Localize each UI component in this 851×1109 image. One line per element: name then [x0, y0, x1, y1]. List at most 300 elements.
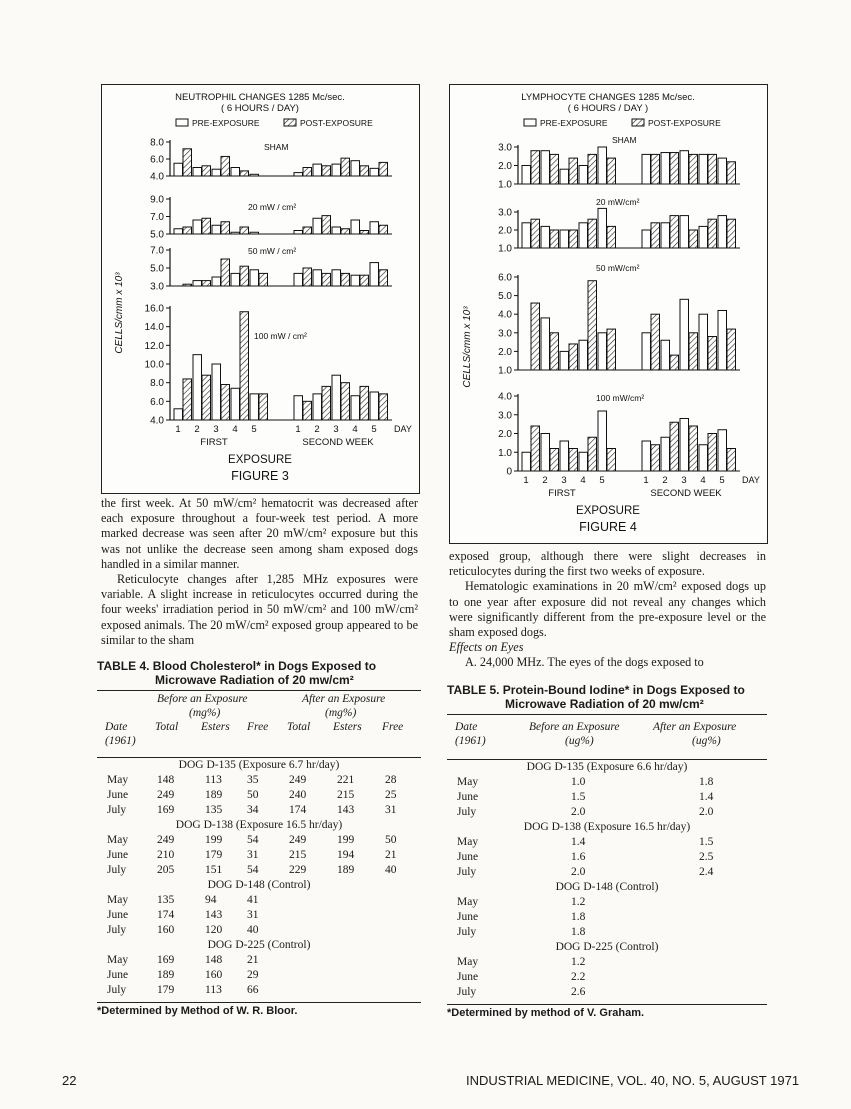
figure-caption: FIGURE 4	[579, 520, 637, 534]
bar-pre-week2-day4	[699, 226, 708, 248]
table-row	[97, 848, 421, 863]
journal-footer: INDUSTRIAL MEDICINE, VOL. 40, NO. 5, AUGUST 1971	[466, 1073, 800, 1088]
y-tick-label: 1.0	[498, 365, 512, 377]
chart-subtitle: ( 6 HOURS / DAY )	[567, 103, 649, 114]
group-title: DOG D-148 (Control)	[207, 879, 311, 891]
table-row	[447, 970, 767, 985]
y-tick-label: 2.0	[498, 225, 512, 237]
cell-value: 41	[247, 894, 259, 906]
header-before: Before an Exposure	[157, 693, 248, 705]
bar-post-week1-day5	[607, 329, 616, 370]
bar-pre-week2-day4	[699, 154, 708, 184]
day-tick-label: 2	[194, 424, 200, 435]
bar-post-week1-day3	[569, 230, 578, 248]
bar-pre-week2-day3	[680, 151, 689, 184]
bar-post-week1-day2	[202, 281, 211, 286]
table-row	[447, 985, 767, 1000]
header-total: Total	[155, 721, 179, 733]
bar-post-week1-day2	[202, 218, 211, 234]
bar-post-week1-day4	[588, 219, 597, 248]
bar-pre-week2-day5	[718, 310, 727, 370]
table-caption	[97, 659, 421, 687]
y-tick-label: 12.0	[144, 340, 164, 352]
second-week-label: SECOND WEEK	[650, 488, 722, 499]
bar-post-week1-day3	[221, 259, 230, 286]
cell-value: 210	[157, 849, 175, 861]
y-tick-label: 5.0	[150, 229, 164, 241]
bar-pre-week2-day1	[294, 173, 303, 176]
cell-value: 40	[247, 924, 259, 936]
bar-pre-week1-day4	[579, 166, 588, 185]
bar-pre-week1-day2	[193, 355, 202, 420]
figure-3	[101, 84, 420, 494]
y-tick-label: 14.0	[144, 322, 164, 334]
bar-pre-week2-day5	[718, 158, 727, 184]
first-week-label: FIRST	[548, 488, 576, 499]
row-date: May	[107, 894, 129, 906]
legend-label-pre: PRE-EXPOSURE	[192, 118, 260, 128]
bar-post-week2-day2	[322, 216, 331, 234]
header-unit: (ug%)	[692, 735, 721, 747]
cell-value: 160	[205, 969, 223, 981]
header-unit: (mg%)	[325, 707, 357, 719]
bar-post-week2-day4	[708, 219, 717, 248]
row-date: May	[457, 956, 479, 968]
figure-4	[449, 84, 768, 544]
header-year: (1961)	[455, 735, 486, 747]
cell-value: 2.4	[699, 866, 714, 878]
cell-value: 169	[157, 804, 175, 816]
row-date: June	[107, 969, 129, 981]
bar-post-week2-day5	[727, 449, 736, 472]
header-esters: Esters	[201, 721, 230, 733]
cell-value: 199	[205, 834, 223, 846]
row-date: June	[457, 911, 479, 923]
cell-value: 143	[337, 804, 355, 816]
legend-swatch-post	[632, 119, 644, 126]
bar-post-week2-day3	[341, 273, 350, 286]
bar-post-week2-day1	[303, 401, 312, 420]
cell-value: 189	[337, 864, 355, 876]
y-tick-label: 3.0	[498, 207, 512, 219]
bar-post-week2-day2	[670, 216, 679, 248]
cell-value: 169	[157, 954, 175, 966]
table-row	[97, 833, 421, 848]
table-footnote: *Determined by method of V. Graham.	[447, 1004, 767, 1019]
bar-pre-week2-day5	[718, 216, 727, 248]
bar-pre-week2-day2	[661, 153, 670, 184]
bar-pre-week2-day1	[294, 273, 303, 286]
caption-line: Microwave Radiation of 20 mw/cm²	[155, 673, 354, 687]
cell-value: 1.4	[699, 791, 714, 803]
bar-post-week2-day5	[379, 270, 388, 286]
group-title: DOG D-225 (Control)	[207, 939, 311, 951]
bar-post-week1-day4	[240, 227, 249, 234]
bar-pre-week2-day4	[699, 314, 708, 370]
y-tick-label: 2.0	[498, 429, 512, 440]
cell-value: 31	[247, 909, 259, 921]
group-title: DOG D-148 (Control)	[555, 881, 659, 893]
bar-post-week1-day1	[531, 151, 540, 184]
bar-pre-week2-day4	[699, 445, 708, 471]
bar-post-week1-day5	[607, 158, 616, 184]
bar-post-week1-day2	[550, 333, 559, 370]
legend-swatch-post	[284, 119, 296, 126]
bar-pre-week2-day3	[332, 227, 341, 234]
bar-post-week1-day2	[550, 154, 559, 184]
day-tick-label: 1	[175, 424, 181, 435]
bar-post-week2-day3	[689, 426, 698, 471]
header-date: Date	[455, 721, 478, 733]
bar-post-week1-day3	[569, 344, 578, 370]
day-tick-label: 5	[251, 424, 257, 435]
cell-value: 120	[205, 924, 223, 936]
bar-pre-week1-day1	[522, 223, 531, 248]
cell-value: 1.8	[699, 776, 714, 788]
table-row	[447, 805, 767, 820]
header-year: (1961)	[105, 735, 136, 747]
bar-pre-week2-day1	[294, 231, 303, 235]
table-row	[97, 863, 421, 878]
table-row	[447, 835, 767, 850]
bar-post-week1-day2	[550, 230, 559, 248]
row-date: July	[457, 926, 477, 938]
bar-post-week1-day4	[588, 281, 597, 370]
bar-pre-week1-day5	[598, 147, 607, 184]
cell-value: 94	[205, 894, 217, 906]
table-row	[447, 865, 767, 880]
cell-value: 1.2	[571, 896, 586, 908]
row-date: July	[107, 984, 127, 996]
bar-post-week1-day3	[221, 385, 230, 420]
bar-pre-week2-day3	[680, 419, 689, 472]
bar-pre-week1-day5	[598, 411, 607, 471]
cell-value: 174	[289, 804, 307, 816]
bar-pre-week1-day4	[231, 232, 240, 234]
bar-pre-week2-day4	[351, 220, 360, 234]
row-date: July	[107, 864, 127, 876]
table-row	[97, 923, 421, 938]
bar-post-week1-day3	[569, 449, 578, 472]
cell-value: 249	[157, 789, 175, 801]
cell-value: 199	[337, 834, 355, 846]
row-date: June	[457, 971, 479, 983]
table-body	[447, 760, 767, 1000]
table-row	[97, 788, 421, 803]
cell-value: 160	[157, 924, 175, 936]
bar-post-week2-day2	[322, 166, 331, 176]
row-date: May	[457, 836, 479, 848]
bar-post-week1-day1	[183, 227, 192, 234]
y-tick-label: 5.0	[150, 263, 164, 275]
bar-pre-week1-day3	[212, 364, 221, 420]
cell-value: 2.6	[571, 986, 586, 998]
bar-post-week2-day3	[341, 229, 350, 234]
bar-pre-week2-day2	[313, 218, 322, 234]
cell-value: 189	[157, 969, 175, 981]
cell-value: 1.6	[571, 851, 586, 863]
bar-post-week2-day1	[303, 168, 312, 177]
bar-post-week2-day5	[379, 394, 388, 420]
table-row	[97, 773, 421, 788]
row-date: May	[107, 834, 129, 846]
row-date: May	[457, 896, 479, 908]
bar-post-week2-day4	[360, 166, 369, 176]
x-axis-label: EXPOSURE	[228, 454, 292, 466]
bar-pre-week2-day3	[680, 216, 689, 248]
caption-line: TABLE 5. Protein-Bound Iodine* in Dogs Exposed to	[447, 683, 745, 697]
header-esters: Esters	[333, 721, 362, 733]
cell-value: 50	[247, 789, 259, 801]
y-tick-label: 4.0	[498, 309, 512, 321]
y-tick-label: 3.0	[498, 410, 512, 422]
cell-value: 1.5	[699, 836, 714, 848]
day-axis-label: DAY	[394, 424, 412, 434]
y-tick-label: 8.0	[150, 137, 164, 149]
table-5	[447, 683, 767, 1019]
y-tick-label: 2.0	[498, 161, 512, 172]
cell-value: 21	[385, 849, 397, 861]
bar-post-week2-day1	[651, 314, 660, 370]
y-tick-label: 5.0	[498, 291, 512, 303]
bar-pre-week1-day5	[250, 232, 259, 234]
bar-post-week2-day2	[670, 422, 679, 471]
cell-value: 1.4	[571, 836, 586, 848]
cell-value: 29	[247, 969, 259, 981]
cell-value: 54	[247, 864, 259, 876]
bar-pre-week2-day5	[370, 392, 379, 420]
y-tick-label: 7.0	[150, 212, 164, 223]
lymphocyte-chart	[450, 85, 767, 543]
bar-pre-week2-day5	[370, 263, 379, 286]
header-free: Free	[247, 721, 269, 733]
y-tick-label: 2.0	[498, 346, 512, 358]
cell-value: 135	[205, 804, 223, 816]
cell-value: 1.8	[571, 926, 586, 938]
bar-post-week1-day5	[607, 449, 616, 472]
day-tick-label: 3	[681, 475, 687, 486]
cell-value: 249	[157, 834, 175, 846]
y-tick-label: 6.0	[150, 396, 164, 408]
day-tick-label: 4	[352, 424, 358, 435]
bar-post-week1-day3	[221, 222, 230, 234]
y-tick-label: 8.0	[150, 378, 164, 390]
cell-value: 1.0	[571, 776, 586, 788]
day-tick-label: 2	[314, 424, 320, 435]
right-column-text	[449, 549, 766, 671]
bar-post-week2-day4	[360, 231, 369, 235]
panel-label: 20 mW/cm²	[596, 197, 640, 207]
bar-post-week1-day1	[183, 284, 192, 286]
day-tick-label: 3	[333, 424, 339, 435]
cell-value: 2.2	[571, 971, 586, 983]
header-free: Free	[382, 721, 404, 733]
bar-pre-week2-day1	[642, 441, 651, 471]
table-caption	[447, 683, 767, 711]
table-row	[447, 925, 767, 940]
y-tick-label: 1.0	[498, 243, 512, 255]
bar-pre-week1-day3	[560, 230, 569, 248]
table-row	[97, 893, 421, 908]
bar-pre-week2-day1	[642, 333, 651, 370]
header-unit: (mg%)	[189, 707, 221, 719]
bar-post-week2-day4	[360, 275, 369, 286]
y-tick-label: 1.0	[498, 447, 512, 459]
bar-pre-week2-day3	[680, 299, 689, 370]
cell-value: 148	[157, 774, 175, 786]
panel-label: SHAM	[264, 142, 289, 152]
bar-pre-week1-day4	[231, 273, 240, 286]
panel-label: 50 mW/cm²	[596, 263, 640, 273]
cell-value: 174	[157, 909, 175, 921]
cell-value: 179	[205, 849, 223, 861]
group-title: DOG D-135 (Exposure 6.6 hr/day)	[526, 761, 688, 773]
bar-pre-week1-day2	[193, 220, 202, 234]
bar-pre-week1-day1	[174, 409, 183, 420]
bar-pre-week1-day4	[579, 340, 588, 370]
row-date: June	[457, 791, 479, 803]
bar-pre-week1-day5	[250, 174, 259, 176]
panel-label: 100 mW / cm²	[254, 331, 307, 341]
y-axis-label: CELLS/cmm x 10³	[462, 306, 473, 388]
table-row	[447, 910, 767, 925]
legend-label-post: POST-EXPOSURE	[648, 118, 721, 128]
table-body	[97, 758, 421, 998]
bar-post-week1-day5	[607, 226, 616, 248]
bar-pre-week2-day3	[332, 375, 341, 420]
bar-post-week1-day5	[259, 394, 268, 420]
y-axis-label: CELLS/cmm x 10³	[114, 272, 125, 354]
y-tick-label: 16.0	[144, 303, 164, 315]
bar-post-week1-day4	[240, 312, 249, 420]
bar-pre-week1-day3	[560, 441, 569, 471]
bar-pre-week2-day2	[661, 223, 670, 248]
figure-caption: FIGURE 3	[231, 469, 289, 483]
bar-post-week2-day1	[651, 223, 660, 248]
table-row	[447, 790, 767, 805]
bar-post-week2-day2	[670, 153, 679, 184]
bar-post-week2-day3	[689, 333, 698, 370]
table-row	[97, 803, 421, 818]
day-tick-label: 4	[700, 475, 706, 486]
row-date: June	[457, 851, 479, 863]
panel-label: 20 mW / cm²	[248, 202, 297, 212]
y-tick-label: 10.0	[144, 359, 164, 371]
table-4	[97, 659, 421, 1017]
table-row	[447, 775, 767, 790]
bar-post-week1-day1	[531, 303, 540, 370]
y-tick-label: 3.0	[498, 328, 512, 340]
bar-pre-week1-day2	[193, 281, 202, 286]
first-week-label: FIRST	[200, 437, 228, 448]
cell-value: 34	[247, 804, 259, 816]
bar-post-week2-day4	[708, 434, 717, 472]
bar-pre-week1-day4	[579, 452, 588, 471]
bar-post-week2-day3	[689, 154, 698, 184]
group-title: DOG D-138 (Exposure 16.5 hr/day)	[523, 821, 691, 833]
group-title: DOG D-135 (Exposure 6.7 hr/day)	[178, 759, 340, 771]
bar-post-week1-day1	[183, 379, 192, 420]
row-date: July	[457, 986, 477, 998]
day-tick-label: 3	[561, 475, 567, 486]
cell-value: 240	[289, 789, 307, 801]
header-date: Date	[105, 721, 128, 733]
bar-post-week1-day4	[588, 437, 597, 471]
bar-pre-week2-day5	[370, 168, 379, 176]
bar-post-week1-day2	[202, 375, 211, 420]
day-tick-label: 4	[580, 475, 586, 486]
row-date: June	[107, 789, 129, 801]
bar-pre-week1-day1	[522, 452, 531, 471]
bar-post-week2-day4	[708, 154, 717, 184]
paragraph: the first week. At 50 mW/cm² hematocrit was decreased after each exposure throughout a four-week test period. A more marked decrease was seen after 20 mW/cm² exposure but this was not unlike the decrease seen among sham exposed dogs handled in a similar manner.	[101, 496, 418, 571]
row-date: May	[107, 774, 129, 786]
cell-value: 189	[205, 789, 223, 801]
cell-value: 28	[385, 774, 397, 786]
section-heading: Effects on Eyes	[449, 640, 524, 655]
cell-value: 21	[247, 954, 259, 966]
header-unit: (ug%)	[565, 735, 594, 747]
bar-pre-week1-day3	[560, 351, 569, 370]
day-tick-label: 3	[213, 424, 219, 435]
cell-value: 215	[337, 789, 355, 801]
bar-post-week2-day5	[727, 219, 736, 248]
bar-post-week2-day1	[651, 154, 660, 184]
bar-pre-week1-day5	[250, 394, 259, 420]
day-tick-label: 4	[232, 424, 238, 435]
bar-post-week1-day3	[569, 158, 578, 184]
cell-value: 151	[205, 864, 223, 876]
cell-value: 2.0	[699, 806, 714, 818]
row-date: May	[457, 776, 479, 788]
bar-pre-week1-day4	[579, 223, 588, 248]
table-row	[97, 953, 421, 968]
bar-pre-week1-day2	[541, 151, 550, 184]
group-title: DOG D-225 (Control)	[555, 941, 659, 953]
bar-pre-week1-day3	[212, 169, 221, 176]
paragraph: Hematologic examinations in 20 mW/cm² exposed dogs up to one year after exposure did not reveal any changes which were significantly different from the pre-exposure level or the sham exposed dogs.	[449, 579, 766, 640]
bar-post-week2-day3	[341, 383, 350, 420]
bar-pre-week1-day4	[231, 168, 240, 177]
table-row	[97, 983, 421, 998]
cell-value: 66	[247, 984, 259, 996]
y-tick-label: 4.0	[150, 171, 164, 183]
cell-value: 113	[205, 774, 222, 786]
bar-post-week1-day4	[240, 266, 249, 286]
cell-value: 179	[157, 984, 175, 996]
table-row	[447, 955, 767, 970]
header-after: After an Exposure	[653, 721, 737, 733]
bar-post-week1-day1	[531, 426, 540, 471]
cell-value: 50	[385, 834, 397, 846]
cell-value: 1.8	[571, 911, 586, 923]
cell-value: 54	[247, 834, 259, 846]
bar-pre-week1-day1	[174, 229, 183, 234]
row-date: June	[107, 909, 129, 921]
bar-pre-week1-day5	[250, 270, 259, 286]
panel-label: SHAM	[612, 135, 637, 145]
left-column-text	[101, 496, 418, 648]
table-header	[447, 714, 767, 760]
y-tick-label: 7.0	[150, 245, 164, 257]
table-header	[97, 690, 421, 758]
bar-pre-week1-day4	[231, 388, 240, 420]
day-tick-label: 1	[523, 475, 529, 486]
table-row	[97, 908, 421, 923]
cell-value: 113	[205, 984, 222, 996]
bar-post-week1-day2	[550, 449, 559, 472]
cell-value: 2.5	[699, 851, 714, 863]
